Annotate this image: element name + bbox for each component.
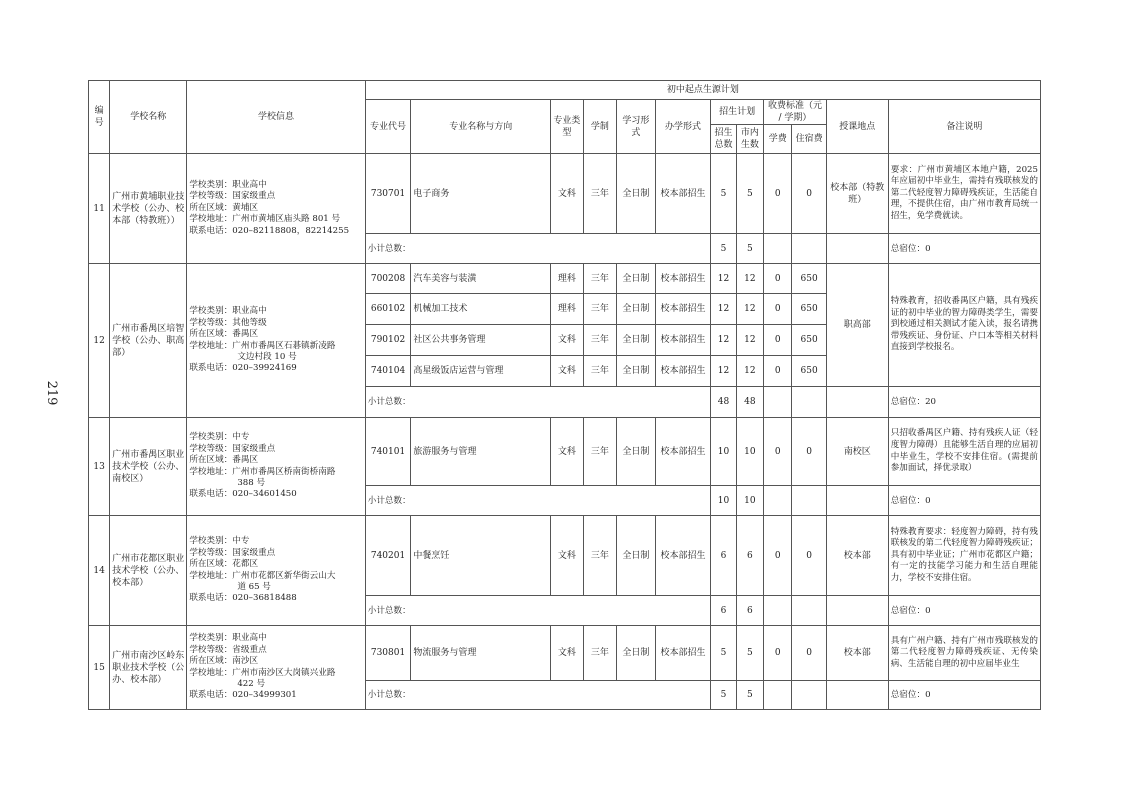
study-form: 全日制 <box>617 516 656 596</box>
header-study-form: 学习形式 <box>617 100 656 154</box>
school-info: 学校类别：职业高中 学校等级：其他等级 所在区域：番禺区 学校地址：广州市番禺区石碁镇新凌路 文边村段 10 号 联系电话：020–39924169 <box>187 264 365 418</box>
enroll-city: 6 <box>736 516 763 596</box>
lodging: 650 <box>792 264 826 294</box>
total-beds: 总宿位：0 <box>888 681 1040 710</box>
major-code: 740201 <box>365 516 411 596</box>
school-no: 13 <box>89 418 110 516</box>
subtotal-city: 5 <box>736 234 763 264</box>
subtotal-label: 小计总数： <box>365 234 711 264</box>
header-location: 授课地点 <box>826 100 888 154</box>
major-name: 中餐烹饪 <box>411 516 551 596</box>
duration: 三年 <box>583 325 616 356</box>
tuition: 0 <box>764 264 792 294</box>
header-tuition: 学费 <box>764 125 792 154</box>
tuition: 0 <box>764 325 792 356</box>
tuition: 0 <box>764 154 792 234</box>
header-lodging: 住宿费 <box>792 125 826 154</box>
subtotal-total: 48 <box>711 387 736 418</box>
study-form: 全日制 <box>617 325 656 356</box>
major-name: 高星级饭店运营与管理 <box>411 356 551 387</box>
enroll-total: 5 <box>711 626 736 681</box>
remarks: 只招收番禺区户籍、持有残疾人证（轻度智力障碍）且能够生活自理的应届初中毕业生，学校不安排住宿。(需提前参加面试，择优录取） <box>888 418 1040 486</box>
remarks: 特殊教育，招收番禺区户籍，具有残疾证的初中毕业的智力障碍类学生，需要到校通过相关测试才能入读，报名请携带残疾证、身份证、户口本等相关材料直接到学校报名。 <box>888 264 1040 387</box>
tuition: 0 <box>764 418 792 486</box>
major-type: 文科 <box>551 325 583 356</box>
major-type: 理科 <box>551 264 583 294</box>
table-row <box>89 154 1041 234</box>
lodging: 650 <box>792 356 826 387</box>
enroll-total: 12 <box>711 356 736 387</box>
major-name: 社区公共事务管理 <box>411 325 551 356</box>
subtotal-city: 6 <box>736 596 763 626</box>
study-form: 全日制 <box>617 264 656 294</box>
subtotal-total: 5 <box>711 234 736 264</box>
enroll-total: 12 <box>711 325 736 356</box>
major-name: 旅游服务与管理 <box>411 418 551 486</box>
duration: 三年 <box>583 418 616 486</box>
header-school-name: 学校名称 <box>110 81 187 154</box>
header-enroll-city: 市内生数 <box>736 125 763 154</box>
study-form: 全日制 <box>617 418 656 486</box>
enroll-total: 10 <box>711 418 736 486</box>
enroll-city: 12 <box>736 264 763 294</box>
remarks: 具有广州户籍、持有广州市残联核发的第二代轻度智力障碍残疾证、无传染病、生活能自理的初中应届毕业生 <box>888 626 1040 681</box>
run-form: 校本部招生 <box>655 516 711 596</box>
run-form: 校本部招生 <box>655 264 711 294</box>
run-form: 校本部招生 <box>655 626 711 681</box>
tuition: 0 <box>764 516 792 596</box>
header-major-name: 专业名称与方向 <box>411 100 551 154</box>
run-form: 校本部招生 <box>655 356 711 387</box>
enroll-total: 5 <box>711 154 736 234</box>
school-name: 广州市番禺区培智学校（公办、职高部） <box>110 264 187 418</box>
subtotal-label: 小计总数： <box>365 596 711 626</box>
enroll-total: 12 <box>711 294 736 325</box>
total-beds: 总宿位：0 <box>888 486 1040 516</box>
total-beds: 总宿位：0 <box>888 596 1040 626</box>
table-row <box>89 264 1041 294</box>
major-code: 790102 <box>365 325 411 356</box>
major-code: 740104 <box>365 356 411 387</box>
duration: 三年 <box>583 516 616 596</box>
study-form: 全日制 <box>617 154 656 234</box>
header-no: 编号 <box>89 81 110 154</box>
header-duration: 学制 <box>583 100 616 154</box>
major-code: 730801 <box>365 626 411 681</box>
school-info: 学校类别：中专 学校等级：国家级重点 所在区域：番禺区 学校地址：广州市番禺区桥南街桥南路 388 号 联系电话：020–34601450 <box>187 418 365 516</box>
subtotal-city: 48 <box>736 387 763 418</box>
tuition: 0 <box>764 294 792 325</box>
subtotal-label: 小计总数： <box>365 486 711 516</box>
enroll-city: 12 <box>736 294 763 325</box>
enroll-total: 12 <box>711 264 736 294</box>
run-form: 校本部招生 <box>655 294 711 325</box>
subtotal-total: 10 <box>711 486 736 516</box>
total-beds: 总宿位：0 <box>888 234 1040 264</box>
subtotal-total: 6 <box>711 596 736 626</box>
lodging: 0 <box>792 516 826 596</box>
major-type: 文科 <box>551 418 583 486</box>
location: 南校区 <box>826 418 888 486</box>
study-form: 全日制 <box>617 294 656 325</box>
school-no: 12 <box>89 264 110 418</box>
school-no: 14 <box>89 516 110 626</box>
enroll-city: 10 <box>736 418 763 486</box>
subtotal-label: 小计总数： <box>365 681 711 710</box>
table-row <box>89 418 1041 486</box>
location: 校本部（特教班） <box>826 154 888 234</box>
major-code: 740101 <box>365 418 411 486</box>
location: 校本部 <box>826 516 888 596</box>
study-form: 全日制 <box>617 356 656 387</box>
school-name: 广州市番禺区职业技术学校（公办、南校区） <box>110 418 187 516</box>
header-enroll-total: 招生总数 <box>711 125 736 154</box>
header-major-code: 专业代号 <box>365 100 411 154</box>
major-type: 文科 <box>551 516 583 596</box>
lodging: 0 <box>792 154 826 234</box>
major-name: 物流服务与管理 <box>411 626 551 681</box>
header-fee-standard: 收费标准（元 / 学期） <box>764 100 827 125</box>
total-beds: 总宿位：20 <box>888 387 1040 418</box>
table-row <box>89 516 1041 596</box>
enroll-city: 5 <box>736 154 763 234</box>
enrollment-plan-table <box>88 80 1041 710</box>
header-school-info: 学校信息 <box>187 81 365 154</box>
run-form: 校本部招生 <box>655 154 711 234</box>
run-form: 校本部招生 <box>655 325 711 356</box>
enroll-city: 5 <box>736 626 763 681</box>
school-name: 广州市南沙区岭东职业技术学校（公办、校本部） <box>110 626 187 710</box>
header-run-form: 办学形式 <box>655 100 711 154</box>
school-no: 11 <box>89 154 110 264</box>
lodging: 0 <box>792 418 826 486</box>
lodging: 650 <box>792 294 826 325</box>
subtotal-total: 5 <box>711 681 736 710</box>
header-major-type: 专业类型 <box>551 100 583 154</box>
major-name: 汽车美容与装潢 <box>411 264 551 294</box>
tuition: 0 <box>764 626 792 681</box>
school-info: 学校类别：中专 学校等级：国家级重点 所在区域：花都区 学校地址：广州市花都区新华街云山大 道 65 号 联系电话：020–36818488 <box>187 516 365 626</box>
header-remarks: 备注说明 <box>888 100 1040 154</box>
duration: 三年 <box>583 154 616 234</box>
major-code: 660102 <box>365 294 411 325</box>
subtotal-city: 5 <box>736 681 763 710</box>
school-info: 学校类别：职业高中 学校等级：国家级重点 所在区域：黄埔区 学校地址：广州市黄埔区庙头路 801 号 联系电话：020–82118808，82214255 <box>187 154 365 264</box>
enroll-city: 12 <box>736 356 763 387</box>
lodging: 0 <box>792 626 826 681</box>
page-number: 219 <box>44 380 59 406</box>
lodging: 650 <box>792 325 826 356</box>
subtotal-label: 小计总数： <box>365 387 711 418</box>
major-type: 文科 <box>551 626 583 681</box>
enroll-city: 12 <box>736 325 763 356</box>
major-code: 700208 <box>365 264 411 294</box>
school-name: 广州市花都区职业技术学校（公办、校本部） <box>110 516 187 626</box>
major-type: 理科 <box>551 294 583 325</box>
table-row <box>89 626 1041 681</box>
enroll-total: 6 <box>711 516 736 596</box>
subtotal-city: 10 <box>736 486 763 516</box>
header-plan-title: 初中起点生源计划 <box>365 81 1040 100</box>
duration: 三年 <box>583 356 616 387</box>
duration: 三年 <box>583 626 616 681</box>
major-type: 文科 <box>551 356 583 387</box>
remarks: 特殊教育要求：轻度智力障碍，持有残联核发的第二代轻度智力障碍残疾证；具有初中毕业证；广州市花都区户籍；有一定的技能学习能力和生活自理能力，学校不安排住宿。 <box>888 516 1040 596</box>
header-enroll-plan: 招生计划 <box>711 100 764 125</box>
school-name: 广州市黄埔职业技术学校（公办、校本部（特教班）） <box>110 154 187 264</box>
school-no: 15 <box>89 626 110 710</box>
duration: 三年 <box>583 294 616 325</box>
run-form: 校本部招生 <box>655 418 711 486</box>
major-type: 文科 <box>551 154 583 234</box>
major-name: 机械加工技术 <box>411 294 551 325</box>
tuition: 0 <box>764 356 792 387</box>
location: 校本部 <box>826 626 888 681</box>
study-form: 全日制 <box>617 626 656 681</box>
remarks: 要求：广州市黄埔区本地户籍，2025 年应届初中毕业生，需持有残联核发的第二代轻度智力障碍残疾证，生活能自理，不提供住宿，由广州市教育局统一招生，免学费就读。 <box>888 154 1040 234</box>
school-info: 学校类别：职业高中 学校等级：省级重点 所在区域：南沙区 学校地址：广州市南沙区大岗镇兴业路 422 号 联系电话：020–34999301 <box>187 626 365 710</box>
duration: 三年 <box>583 264 616 294</box>
major-code: 730701 <box>365 154 411 234</box>
major-name: 电子商务 <box>411 154 551 234</box>
location: 职高部 <box>826 264 888 387</box>
